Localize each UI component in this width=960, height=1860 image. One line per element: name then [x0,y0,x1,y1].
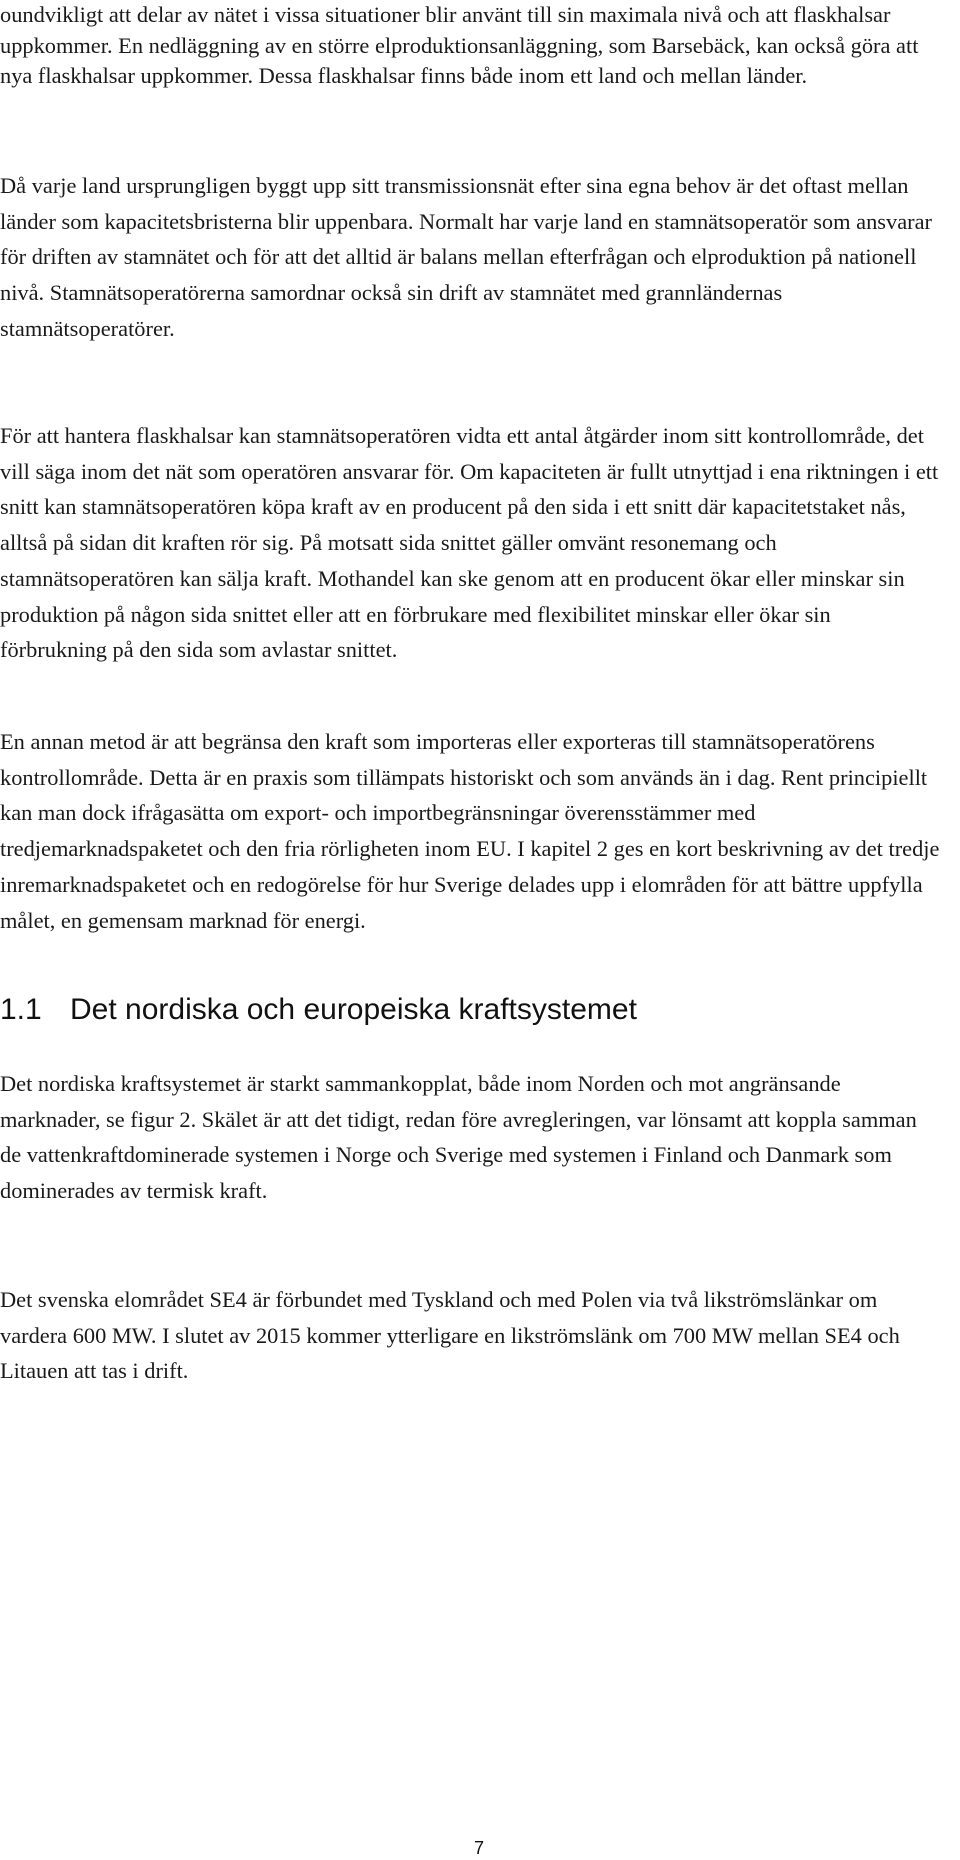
section-number: 1.1 [0,993,42,1026]
section-title: Det nordiska och europeiska kraftsystemet [70,993,637,1026]
page-number: 7 [474,1838,485,1858]
paragraph-nordic-system: Det nordiska kraftsystemet är starkt sammankopplat, både inom Norden och mot angränsande marknader, se figur 2. Skälet är att det tidigt, redan före avregleringen, var lönsamt att koppla samman de vattenkraftdominerade systemen i Norge och Sverige med systemen i Finland och Danmark som dominerades av termisk kraft. [0,1071,917,1204]
paragraph-se4-links: Det svenska elområdet SE4 är förbundet med Tyskland och med Polen via två likströmslänkar om vardera 600 MW. I slutet av 2015 kommer ytterligare en likströmslänk om 700 MW mellan SE4 och Litauen att tas i drift. [0,1287,900,1384]
section-heading [0,990,637,1030]
paragraph-import-export-limits: En annan metod är att begränsa den kraft som importeras eller exporteras till stamnätsoperatörens kontrollområde. Detta är en praxis som tillämpats historiskt och som används än i dag. Rent principiellt kan man dock ifrågasätta om export- och importbegränsningar överensstämmer med tredjemarknadspaketet och den fria rörligheten inom EU. I kapitel 2 ges en kort beskrivning av det tredje inremarknadspaketet och en redogörelse för hur Sverige delades upp i elområden för att bättre uppfylla målet, en gemensam marknad för energi. [0,729,940,933]
paragraph-transmission: Då varje land ursprungligen byggt upp sitt transmissionsnät efter sina egna behov är det oftast mellan länder som kapacitetsbristerna blir uppenbara. Normalt har varje land en stamnätsoperatör som ansvarar för driften av stamnätet och för att det alltid är balans mellan efterfrågan och elproduktion på nationell nivå. Stamnätsoperatörerna samordnar också sin drift av stamnätet med grannländernas stamnätsoperatörer. [0,173,932,341]
paragraph-countertrade: För att hantera flaskhalsar kan stamnätsoperatören vidta ett antal åtgärder inom sitt kontrollområde, det vill säga inom det nät som operatören ansvarar för. Om kapaciteten är fullt utnyttjad i ena riktningen i ett snitt kan stamnätsoperatören köpa kraft av en producent på den sida i ett snitt där kapacitetstaket nås, alltså på sidan dit kraften rör sig. På motsatt sida snittet gäller omvänt resonemang och stamnätsoperatören kan sälja kraft. Mothandel kan ske genom att en producent ökar eller minskar sin produktion på någon sida snittet eller att en förbrukare med flexibilitet minskar eller ökar sin förbrukning på den sida som avlastar snittet. [0,423,939,663]
paragraph-intro: oundvikligt att delar av nätet i vissa situationer blir använt till sin maximala nivå och att flaskhalsar uppkommer. En nedläggning av en större elproduktionsanläggning, som Barsebäck, kan också göra att nya flaskhalsar uppkommer. Dessa flaskhalsar finns både inom ett land och mellan länder. [0,2,919,88]
